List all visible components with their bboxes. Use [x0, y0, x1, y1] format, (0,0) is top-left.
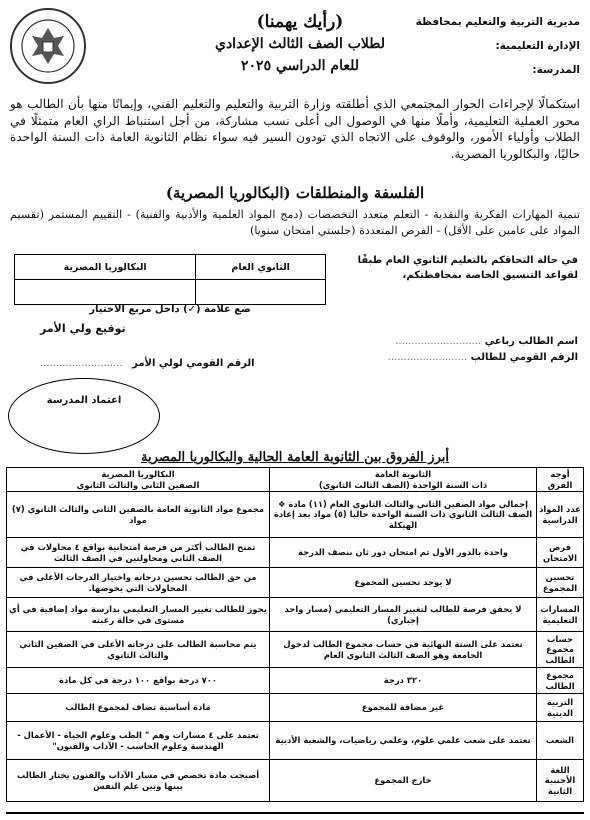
header-bacc-title: البكالوريا المصرية [101, 469, 175, 479]
row-bacc: يتم محاسبة الطالب على درجاته الأعلى في الصفين الثاني والثالث الثانوي [7, 632, 270, 668]
row-general: لا يحقق فرصة للطالب لتغيير المسار التعليمي (مسار واحد إجباري) [270, 598, 537, 632]
table-header-row [7, 468, 584, 492]
table-row [7, 632, 584, 668]
school-seal-label: اعتماد المدرسة [46, 395, 122, 406]
student-fields [348, 334, 578, 366]
header-general-subtitle: ذات السنة الواحدة (الصف الثالث الثانوي) [318, 479, 488, 490]
row-bacc: مادة أساسية تضاف لمجموع الطالب [7, 694, 270, 722]
row-bacc: مجموع مواد الثانوية العامة بالصفين الثاني والثالث الثانوي (٧) مواد [7, 492, 270, 538]
intro-paragraph [10, 96, 580, 162]
header-bacc-subtitle: الصفين الثاني والثالث الثانوي [76, 479, 200, 490]
student-name-label: اسم الطالب رباعي [484, 336, 578, 347]
form-titles [200, 12, 400, 74]
school-label: المدرسة: [532, 64, 580, 76]
table-row [7, 668, 584, 694]
checkbox-bacc[interactable] [15, 280, 196, 305]
enrollment-note: في حالة التحاقكم بالتعليم الثانوي العام طبقًا لقواعد التنسيق الخاصة بمحافظتكم، [357, 255, 578, 281]
table-row [7, 760, 584, 802]
header-aspect: أوجه الفرق [537, 468, 584, 492]
philosophy-title: الفلسفة والمنطلقات (البكالوريا المصرية) [165, 184, 425, 202]
student-id-label: الرقم القومي للطالب [470, 352, 578, 363]
checkbox-general[interactable] [196, 280, 326, 305]
student-id-dots: ......................... [387, 352, 468, 363]
row-general: إجمالي مواد الصفين الثاني والثالث الثانوي العام (١١) مادة ❖ الصف الثالث الثانوي ذات السنة الواحدة حاليا (٥) مواد بعد إعادة الهيكلة [270, 492, 537, 538]
row-general: غير مضافة للمجموع [270, 694, 537, 722]
row-general: لا يوجد تحسين المجموع [270, 568, 537, 598]
guardian-id-dots: .......................... [40, 358, 123, 369]
academic-year: للعام الدراسي ٢٠٢٥ [241, 58, 359, 74]
admin-label: الإدارة التعليمية: [495, 40, 580, 52]
philosophy-text: تنمية المهارات الفكرية والنقدية - التعلم متعدد التخصصات (دمج المواد العلمية والأدبية والفنية) - التقييم المستمر (تقسيم المواد على عامين على الأقل) - الفرص المتعددة (جلستي امتحان سنويا) [10, 208, 580, 237]
bottom-rule [6, 812, 584, 814]
table-row [7, 694, 584, 722]
row-bacc: ٧٠٠ درجة بواقع ١٠٠ درجة في كل مادة [7, 668, 270, 694]
guardian-signature[interactable] [40, 322, 126, 335]
row-general: واحدة بالدور الأول ثم امتحان دور ثان بنصف الدرجة [270, 538, 537, 568]
guardian-signature-label: توقيع ولي الأمر [40, 322, 126, 335]
row-aspect: اللغة الأجنبية الثانية [537, 760, 584, 802]
row-aspect: مجموع الطالب [537, 668, 584, 694]
differences-title: أبرز الفروق بين الثانوية العامة الحالية والبكالوريا المصرية [141, 450, 449, 465]
row-aspect: الشعب [537, 722, 584, 760]
choice-table [14, 254, 326, 305]
row-aspect: تحسين المجموع [537, 568, 584, 598]
guardian-id[interactable] [40, 358, 255, 369]
row-bacc: من حق الطالب تحسين درجاته واختيار الدرجات الأعلى في المحاولات التي يخوضها. [7, 568, 270, 598]
row-bacc: تعتمد على ٤ مسارات وهم " الطب وعلوم الحياة - الأعمال - الهندسة وعلوم الحاسب - الآداب والفنون" [7, 722, 270, 760]
table-row [7, 722, 584, 760]
header-general-title: الثانوية العامة [374, 469, 432, 479]
row-aspect: فرص الامتحان [537, 538, 584, 568]
row-aspect: التربية الدينية [537, 694, 584, 722]
table-row [7, 538, 584, 568]
row-bacc: أصبحت مادة تخصص في مسار الآداب والفنون يختار الطالب بينها وبين علم النفس [7, 760, 270, 802]
school-seal-oval [8, 378, 160, 454]
row-general: خارج المجموع [270, 760, 537, 802]
table-row [7, 492, 584, 538]
guardian-id-label: الرقم القومي لولي الأمر [132, 358, 255, 369]
form-title: (رأيك يهمنا) [256, 12, 344, 32]
row-general: تعتمد على السنة النهائية في حساب مجموع الطالب لدخول الجامعة وهو الصف الثالث الثانوي العام [270, 632, 537, 668]
table-row [7, 568, 584, 598]
row-aspect: المسارات التعليمية [537, 598, 584, 632]
student-id-field[interactable] [348, 350, 578, 366]
header-general [270, 468, 537, 492]
table-row [7, 598, 584, 632]
ministry-logo [8, 6, 88, 86]
differences-table [6, 467, 584, 802]
row-aspect: عدد المواد الدراسية [537, 492, 584, 538]
row-bacc: يجوز للطالب تغيير المسار التعليمي بدارسة مواد إضافية في أي مستوى في حالة رغبته [7, 598, 270, 632]
student-name-field[interactable] [348, 334, 578, 350]
choice-header-general: الثانوي العام [196, 255, 326, 280]
choice-instruction: ضع علامة (✓) داخل مربع الاختيار [89, 304, 251, 315]
row-bacc: تمنح الطالب أكثر من فرصة امتحانية بواقع ٤ محاولات في الصف الثاني ومحاولتين في الصف الثالث [7, 538, 270, 568]
intro-text: استكمالًا لإجراءات الحوار المجتمعي الذي أطلقته وزارة التربية والتعليم والتعليم الفني، وإيمانًا منها بأن الطالب هو محور العملية التعليمية، وأملًا منها في الوصول الى أعلى نسب مشاركة، من أجل استنباط الراي العام متمثلًا في الطلاب وأولياء الأمور، والوقوف على الاتجاه الذي تودون السير فيه سواء نظام الثانوية العامة ذات السنة الواحدة حاليًا، والبكالوريا المصرية. [10, 97, 580, 161]
student-name-dots: ........................... [395, 336, 482, 347]
row-general: ٣٢٠ درجة [270, 668, 537, 694]
choice-header-bacc: البكالوريا المصرية [15, 255, 196, 280]
row-general: تعتمد على شعب علمي علوم، وعلمي رياضيات، والشعبة الأدبية [270, 722, 537, 760]
header-bacc [7, 468, 270, 492]
directorate-line: مديرية التربية والتعليم بمحافظة [415, 16, 580, 28]
row-aspect: حساب مجموع الطالب [537, 632, 584, 668]
form-subtitle: لطلاب الصف الثالث الإعدادي [214, 36, 385, 52]
